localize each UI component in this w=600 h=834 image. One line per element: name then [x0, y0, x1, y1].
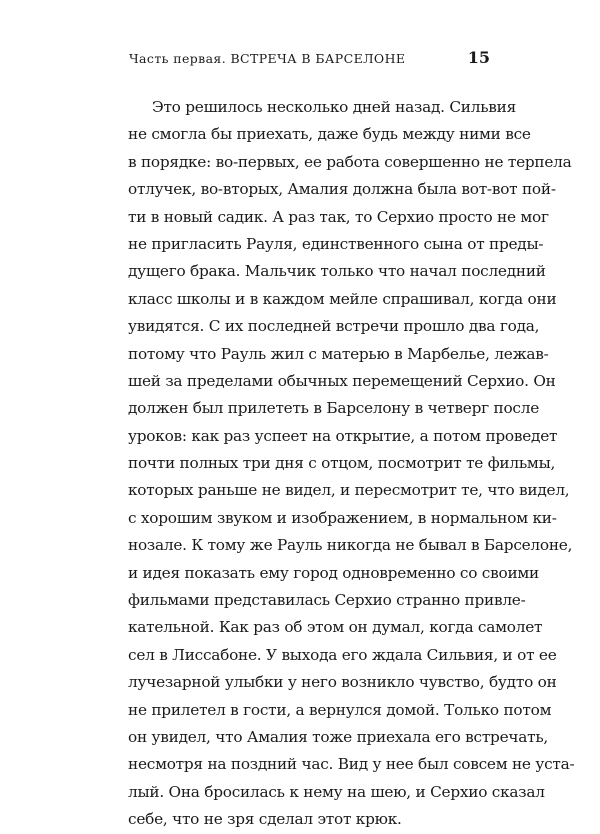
text-line: кательной. Как раз об этом он думал, когда самолет: [128, 618, 543, 637]
page-number: 15: [467, 48, 490, 67]
running-head: Часть первая. ВСТРЕЧА В БАРСЕЛОНЕ: [129, 51, 406, 66]
text-line: с хорошим звуком и изображением, в нормальном ки-: [128, 508, 557, 527]
text-line: дущего брака. Мальчик только что начал последний: [128, 262, 546, 281]
text-line: и идея показать ему город одновременно со своими: [128, 563, 539, 582]
text-line: себе, что не зря сделал этот крюк.: [128, 810, 402, 829]
text-line: отлучек, во-вторых, Амалия должна была вот-вот пой-: [128, 180, 556, 199]
text-line: которых раньше не видел, и пересмотрит те, что видел,: [128, 481, 570, 500]
text-line: должен был прилететь в Барселону в четверг после: [128, 399, 540, 418]
text-line: лучезарной улыбки у него возникло чувство, будто он: [128, 673, 557, 692]
text-line: фильмами представилась Серхио странно привле-: [128, 591, 526, 610]
text-line: Это решилось несколько дней назад. Сильвия: [152, 98, 516, 116]
text-line: сел в Лиссабоне. У выхода его ждала Сильвия, и от ее: [128, 645, 557, 664]
text-line: в порядке: во-первых, ее работа совершенно не терпела: [128, 152, 572, 171]
text-line: лый. Она бросилась к нему на шею, и Серхио сказал: [128, 782, 545, 801]
text-line: уроков: как раз успеет на открытие, а потом проведет: [128, 426, 558, 445]
text-line: почти полных три дня с отцом, посмотрит те фильмы,: [128, 454, 556, 473]
text-line: он увидел, что Амалия тоже приехала его встречать,: [128, 727, 549, 746]
text-line: шей за пределами обычных перемещений Серхио. Он: [128, 371, 556, 390]
text-line: несмотря на поздний час. Вид у нее был совсем не уста-: [128, 755, 575, 774]
text-line: не прилетел в гости, а вернулся домой. Только потом: [128, 700, 552, 719]
text-line: не смогла бы приехать, даже будь между ними все: [128, 125, 531, 144]
text-line: ти в новый садик. А раз так, то Серхио просто не мог: [128, 207, 549, 226]
text-line: не пригласить Рауля, единственного сына от преды-: [128, 234, 544, 253]
text-line: нозале. К тому же Рауль никогда не бывал в Барселоне,: [128, 536, 573, 555]
text-line: потому что Рауль жил с матерью в Марбелье, лежав-: [128, 344, 549, 363]
body-text: [128, 94, 575, 834]
text-line: увидятся. С их последней встречи прошло два года,: [128, 317, 540, 336]
text-line: класс школы и в каждом мейле спрашивал, когда они: [128, 289, 557, 308]
